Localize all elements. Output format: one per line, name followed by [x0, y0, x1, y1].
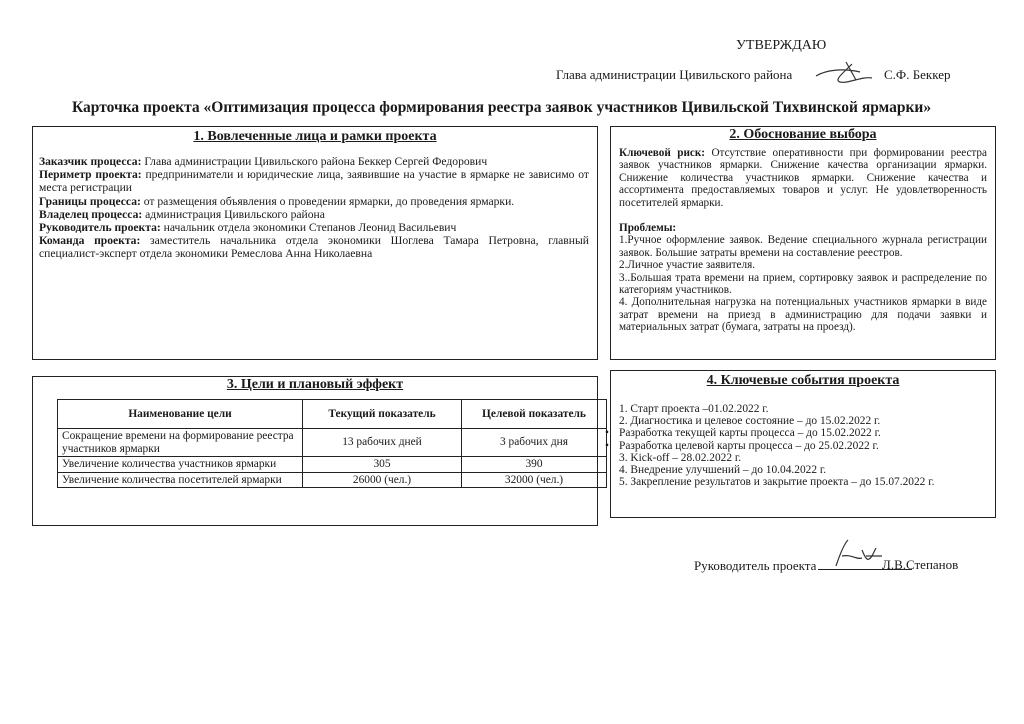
section1-item: Заказчик процесса: Глава администрации Цивильского района Беккер Сергей Федорович [39, 155, 488, 168]
section-justification [610, 126, 996, 360]
approval-signature-icon [812, 58, 878, 88]
problem-item: 4. Дополнительная нагрузка на потенциальных участников ярмарки в виде затрат времени на приезд в администрацию для подачи заявки и материальных затрат (бумага, затраты на проезд). [619, 296, 987, 334]
target-value: 390 [462, 457, 607, 473]
table-header-row [58, 400, 607, 429]
current-value: 26000 (чел.) [303, 472, 462, 488]
event-subitem: • Разработка целевой карты процесса – до 25.02.2022 г. [619, 440, 989, 452]
goals-table [57, 399, 607, 488]
section1-item: Команда проекта: заместитель начальника отдела экономики Шоглева Тамара Петровна, главный специалист-эксперт отдела экономики Ремеслова Анна Николаевна [39, 234, 589, 261]
current-value: 13 рабочих дней [303, 429, 462, 457]
event-item: 4. Внедрение улучшений – до 10.04.2022 г. [619, 464, 827, 477]
section4-body [619, 403, 989, 488]
section1-heading: 1. Вовлеченные лица и рамки проекта [193, 129, 437, 144]
goal-name: Увеличение количества участников ярмарки [58, 457, 303, 473]
section2-heading: 2. Обоснование выбора [729, 127, 877, 142]
problem-item: 1.Ручное оформление заявок. Ведение специального журнала регистрации заявок. Большие затраты времени на составление реестров. [619, 234, 987, 259]
problem-item: 3..Большая трата времени на прием, сортировку заявок и распределение по категориям участников. [619, 271, 987, 297]
section-involved-parties [32, 126, 598, 360]
event-item: 1. Старт проекта –01.02.2022 г. [619, 403, 769, 415]
target-value: 3 рабочих дня [462, 429, 607, 457]
approval-position: Глава администрации Цивильского района [556, 67, 793, 82]
goal-name: Сокращение времени на формирование реестра участников ярмарки [58, 429, 303, 457]
key-risk: Ключевой риск: Отсутствие оперативности при формировании реестра заявок участников ярмарки. Снижение качества организации ярмарки. Снижение количества участников ярмарки. Снижение качества и ассортимента предоставляемых товаров и услуг. Не удовлетворенность посетителей ярмарки. [619, 147, 987, 209]
section-goals [32, 376, 598, 526]
section3-heading: 3. Цели и плановый эффект [226, 377, 404, 392]
problem-item: 2.Личное участие заявителя. [619, 259, 756, 272]
section1-item: Владелец процесса: администрация Цивильского района [39, 207, 325, 221]
signoff-name: Л.В.Степанов [882, 557, 959, 572]
approval-title: УТВЕРЖДАЮ [736, 38, 827, 53]
document-title: Карточка проекта «Оптимизация процесса формирования реестра заявок участников Цивильской Тихвинской ярмарки» [72, 99, 932, 116]
section1-item: Руководитель проекта: начальник отдела экономики Степанов Леонид Васильевич [39, 221, 457, 235]
column-header: Текущий показатель [303, 400, 462, 429]
event-item: 2. Диагностика и целевое состояние – до 15.02.2022 г. [619, 415, 881, 428]
event-item: 5. Закрепление результатов и закрытие проекта – до 15.07.2022 г. [619, 476, 935, 489]
signoff-position: Руководитель проекта [694, 557, 912, 574]
section1-body [39, 155, 589, 261]
section2-body [619, 147, 987, 334]
event-item: 3. Kick-off – 28.02.2022 г. [619, 451, 742, 464]
goal-name: Увеличение количества посетителей ярмарки [58, 472, 303, 488]
column-header: Наименование цели [58, 400, 303, 429]
section-key-events [610, 370, 996, 518]
section1-item: Периметр проекта: предприниматели и юридические лица, заявившие на участие в ярмарке не зависимо от места регистрации [39, 168, 589, 195]
problems-label: Проблемы: [619, 222, 677, 235]
current-value: 305 [303, 457, 462, 473]
signoff-signature-icon [822, 536, 886, 572]
table-row [58, 429, 607, 457]
event-subitem: • Разработка текущей карты процесса – до 15.02.2022 г. [619, 427, 989, 439]
target-value: 32000 (чел.) [462, 472, 607, 488]
table-row [58, 472, 607, 488]
section1-item: Границы процесса: от размещения объявления о проведении ярмарки, до проведения ярмарки. [39, 194, 515, 208]
column-header: Целевой показатель [462, 400, 607, 429]
approval-name: С.Ф. Беккер [884, 67, 951, 82]
table-row [58, 457, 607, 473]
section4-heading: 4. Ключевые события проекта [706, 373, 900, 388]
